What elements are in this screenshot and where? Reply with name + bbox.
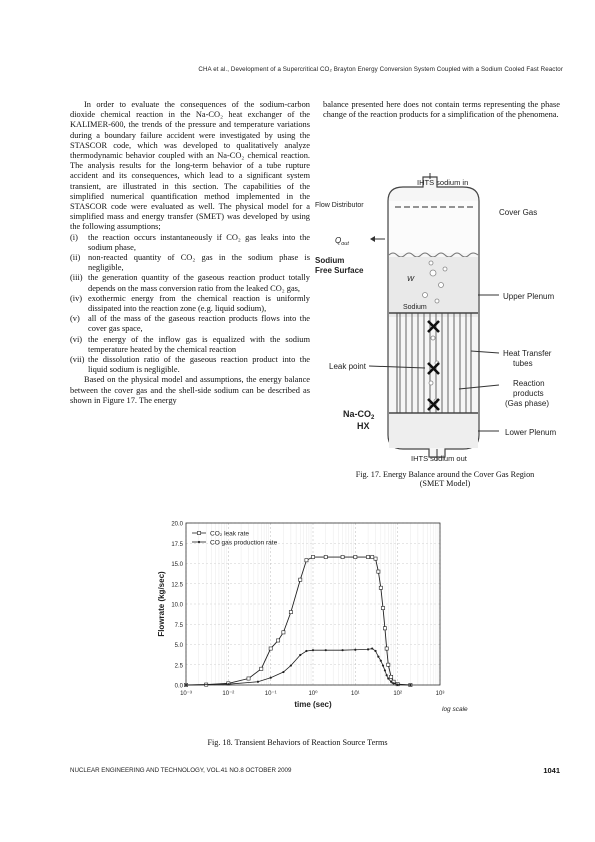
data-point-co-production — [270, 677, 272, 679]
data-point-co-production — [341, 649, 343, 651]
data-point-co2-leak — [341, 555, 344, 558]
y-tick-label: 0.0 — [174, 683, 183, 690]
x-tick-label: 10⁻¹ — [264, 691, 277, 697]
data-point-co-production — [312, 649, 314, 651]
data-point-co2-leak — [390, 675, 393, 678]
figure-17-caption — [330, 470, 560, 488]
right-column — [323, 100, 560, 120]
legend-label: CO₂ leak rate — [210, 530, 250, 538]
data-point-co-production — [325, 649, 327, 651]
data-point-co-production — [382, 664, 384, 666]
data-point-co2-leak — [289, 611, 292, 614]
label-upper-plenum: Upper Plenum — [503, 292, 555, 301]
label-heat-transfer-1: Heat Transfer — [503, 349, 552, 358]
data-point-co-production — [227, 683, 229, 685]
assumption-list — [70, 233, 310, 376]
data-point-co2-leak — [354, 555, 357, 558]
cover-gas-region — [389, 201, 478, 253]
left-column — [70, 100, 310, 406]
item-text: non-reacted quantity of CO₂ gas in the sodium phase is negligible, — [88, 253, 310, 273]
x-tick-label: 10⁻² — [222, 691, 235, 697]
y-tick-label: 2.5 — [174, 663, 183, 670]
item-number: (iv) — [70, 293, 83, 303]
data-point-co2-leak — [379, 586, 382, 589]
data-point-co-production — [386, 674, 388, 676]
data-point-co-production — [367, 648, 369, 650]
item-text: all of the mass of the gaseous reaction products flows into the cover gas space, — [88, 314, 310, 334]
data-point-co-production — [282, 671, 284, 673]
legend-label: CO gas production rate — [210, 539, 278, 547]
x-tick-label: 10⁻³ — [180, 691, 192, 697]
y-tick-label: 17.5 — [171, 541, 183, 548]
body-paragraph: Based on the physical model and assumptions, the energy balance between the cover gas and the shell-side sodium can be described as shown in Figure 17. The energy — [70, 375, 310, 405]
data-point-co2-leak — [366, 555, 369, 558]
x-tick-label: 10⁰ — [308, 691, 318, 697]
data-point-co2-leak — [374, 557, 377, 560]
item-number: (ii) — [70, 253, 81, 263]
y-tick-label: 10.0 — [171, 602, 183, 609]
log-scale-annotation: log scale — [442, 706, 468, 713]
figure-18-chart — [150, 515, 470, 735]
data-point-co-production — [384, 669, 386, 671]
label-hx-1: $Na-CO_2$ — [343, 409, 375, 421]
data-point-co2-leak — [385, 647, 388, 650]
assumption-item — [70, 253, 310, 273]
label-ihts-out: IHTS sodium out — [411, 454, 467, 463]
assumption-item — [70, 314, 310, 334]
x-tick-label: 10² — [393, 691, 403, 697]
running-header: CHA et al., Development of a Supercritical CO₂ Brayton Energy Conversion System Coupled with a Sodium Cooled Fast Reactor — [198, 66, 563, 73]
legend-marker — [198, 541, 200, 543]
item-number: (iii) — [70, 273, 83, 283]
data-point-co2-leak — [381, 606, 384, 609]
item-text: the reaction occurs instantaneously if CO₂ gas leaks into the sodium phase, — [88, 232, 310, 252]
assumption-item — [70, 273, 310, 293]
data-point-co2-leak — [260, 667, 263, 670]
figure-17-diagram — [313, 173, 563, 465]
item-number: (v) — [70, 314, 80, 324]
data-point-co2-leak — [324, 555, 327, 558]
legend-marker — [197, 531, 200, 534]
x-tick-label: 10³ — [435, 691, 445, 697]
data-point-co-production — [409, 684, 411, 686]
data-point-co2-leak — [282, 631, 285, 634]
assumption-item — [70, 335, 310, 355]
label-lower-plenum: Lower Plenum — [505, 428, 557, 437]
page-number: 1041 — [543, 766, 560, 775]
label-leak-point: Leak point — [329, 362, 366, 371]
item-number: (vii) — [70, 355, 85, 365]
data-point-co-production — [290, 664, 292, 666]
y-tick-label: 5.0 — [174, 643, 183, 649]
label-w: W — [407, 274, 415, 283]
assumption-item — [70, 233, 310, 253]
data-point-co-production — [387, 677, 389, 679]
figure-18-caption: Fig. 18. Transient Behaviors of Reaction Source Terms — [207, 738, 388, 747]
label-flow-distributor: Flow Distributor — [315, 202, 364, 209]
label-heat-transfer-2: tubes — [513, 359, 533, 368]
data-point-co2-leak — [277, 639, 280, 642]
data-point-co-production — [374, 650, 376, 652]
data-point-co2-leak — [371, 555, 374, 558]
item-text: the generation quantity of the gaseous reaction product totally depends on the mass conversion ratio from the leaked CO₂ gas, — [88, 273, 310, 293]
y-tick-label: 15.0 — [171, 562, 183, 568]
x-tick-label: 10¹ — [350, 691, 360, 697]
y-tick-label: 7.5 — [174, 622, 183, 629]
label-reaction-2: products — [513, 389, 544, 398]
assumption-item — [70, 294, 310, 314]
data-point-co2-leak — [269, 647, 272, 650]
data-point-co2-leak — [305, 559, 308, 562]
data-point-co-production — [377, 656, 379, 658]
body-paragraph: In order to evaluate the consequences of the sodium-carbon dioxide chemical reaction in the Na-CO₂ heat exchanger of the KALIMER-600, the trends of the pressure and temperature variations during a boundary failure accident were investigated by using the STASCOR code, which was developed to qualitatively analyze thermodynamic behavior coupled with an Na-CO₂ chemical reaction. The analysis results for the long-term behavior of a tube rupture accident and its consequences, which lead to a significant system transient, are illustrated in this section. The capabilities of the simplified numerical quantification method implemented in the STASCOR code were evaluated as well. The physical model for a simplified mass and energy transfer (SMET) was developed by using the following assumptions; — [70, 100, 310, 232]
data-point-co-production — [354, 649, 356, 651]
lower-plenum-region — [389, 414, 478, 448]
label-sodium-free-surface-1: Sodium — [315, 256, 345, 265]
data-point-co-production — [390, 681, 392, 683]
item-text: the energy of the inflow gas is equalized with the sodium temperature heated by the chemical reaction — [88, 334, 310, 354]
data-point-co2-leak — [247, 677, 250, 680]
data-point-co-production — [397, 683, 399, 685]
x-axis-label: time (sec) — [294, 700, 332, 709]
y-axis-label: Flowrate (kg/sec) — [157, 571, 166, 637]
label-reaction-3: (Gas phase) — [505, 399, 550, 408]
item-number: (i) — [70, 232, 78, 242]
label-ihts-in: IHTS sodium in — [417, 178, 469, 187]
label-reaction-1: Reaction — [513, 379, 545, 388]
caption-line: (SMET Model) — [419, 479, 471, 488]
caption-line: Fig. 17. Energy Balance around the Cover Gas Region — [355, 470, 535, 479]
body-paragraph: balance presented here does not contain terms representing the phase change of the reaction products for a simplification of the phenomena. — [323, 100, 560, 120]
data-point-co-production — [371, 647, 373, 649]
item-text: the dissolution ratio of the gaseous reaction product into the liquid sodium is negligible. — [88, 355, 310, 375]
data-point-co-production — [380, 660, 382, 662]
data-point-co2-leak — [387, 663, 390, 666]
data-point-co-production — [299, 654, 301, 656]
data-point-co-production — [392, 682, 394, 684]
label-hx-2: HX — [357, 421, 370, 431]
label-cover-gas: Cover Gas — [499, 208, 538, 217]
y-tick-label: 20.0 — [171, 521, 183, 528]
item-number: (vi) — [70, 334, 83, 344]
footer-journal: NUCLEAR ENGINEERING AND TECHNOLOGY, VOL.41 NO.8 OCTOBER 2009 — [70, 767, 292, 774]
data-point-co2-leak — [311, 555, 314, 558]
data-point-co2-leak — [377, 570, 380, 573]
item-text: exothermic energy from the chemical reaction is uniformly dissipated into the reaction zone (e.g. liquid sodium), — [88, 293, 310, 314]
assumption-item — [70, 355, 310, 375]
label-sodium: Sodium — [403, 304, 427, 311]
data-point-co-production — [257, 681, 259, 683]
data-point-co2-leak — [383, 627, 386, 630]
data-point-co-production — [305, 650, 307, 652]
label-q-out: $Q_{out}$ — [335, 236, 349, 247]
data-point-co2-leak — [299, 578, 302, 581]
label-sodium-free-surface-2: Free Surface — [315, 266, 364, 275]
y-tick-label: 12.5 — [171, 582, 183, 589]
data-point-co-production — [185, 684, 187, 686]
